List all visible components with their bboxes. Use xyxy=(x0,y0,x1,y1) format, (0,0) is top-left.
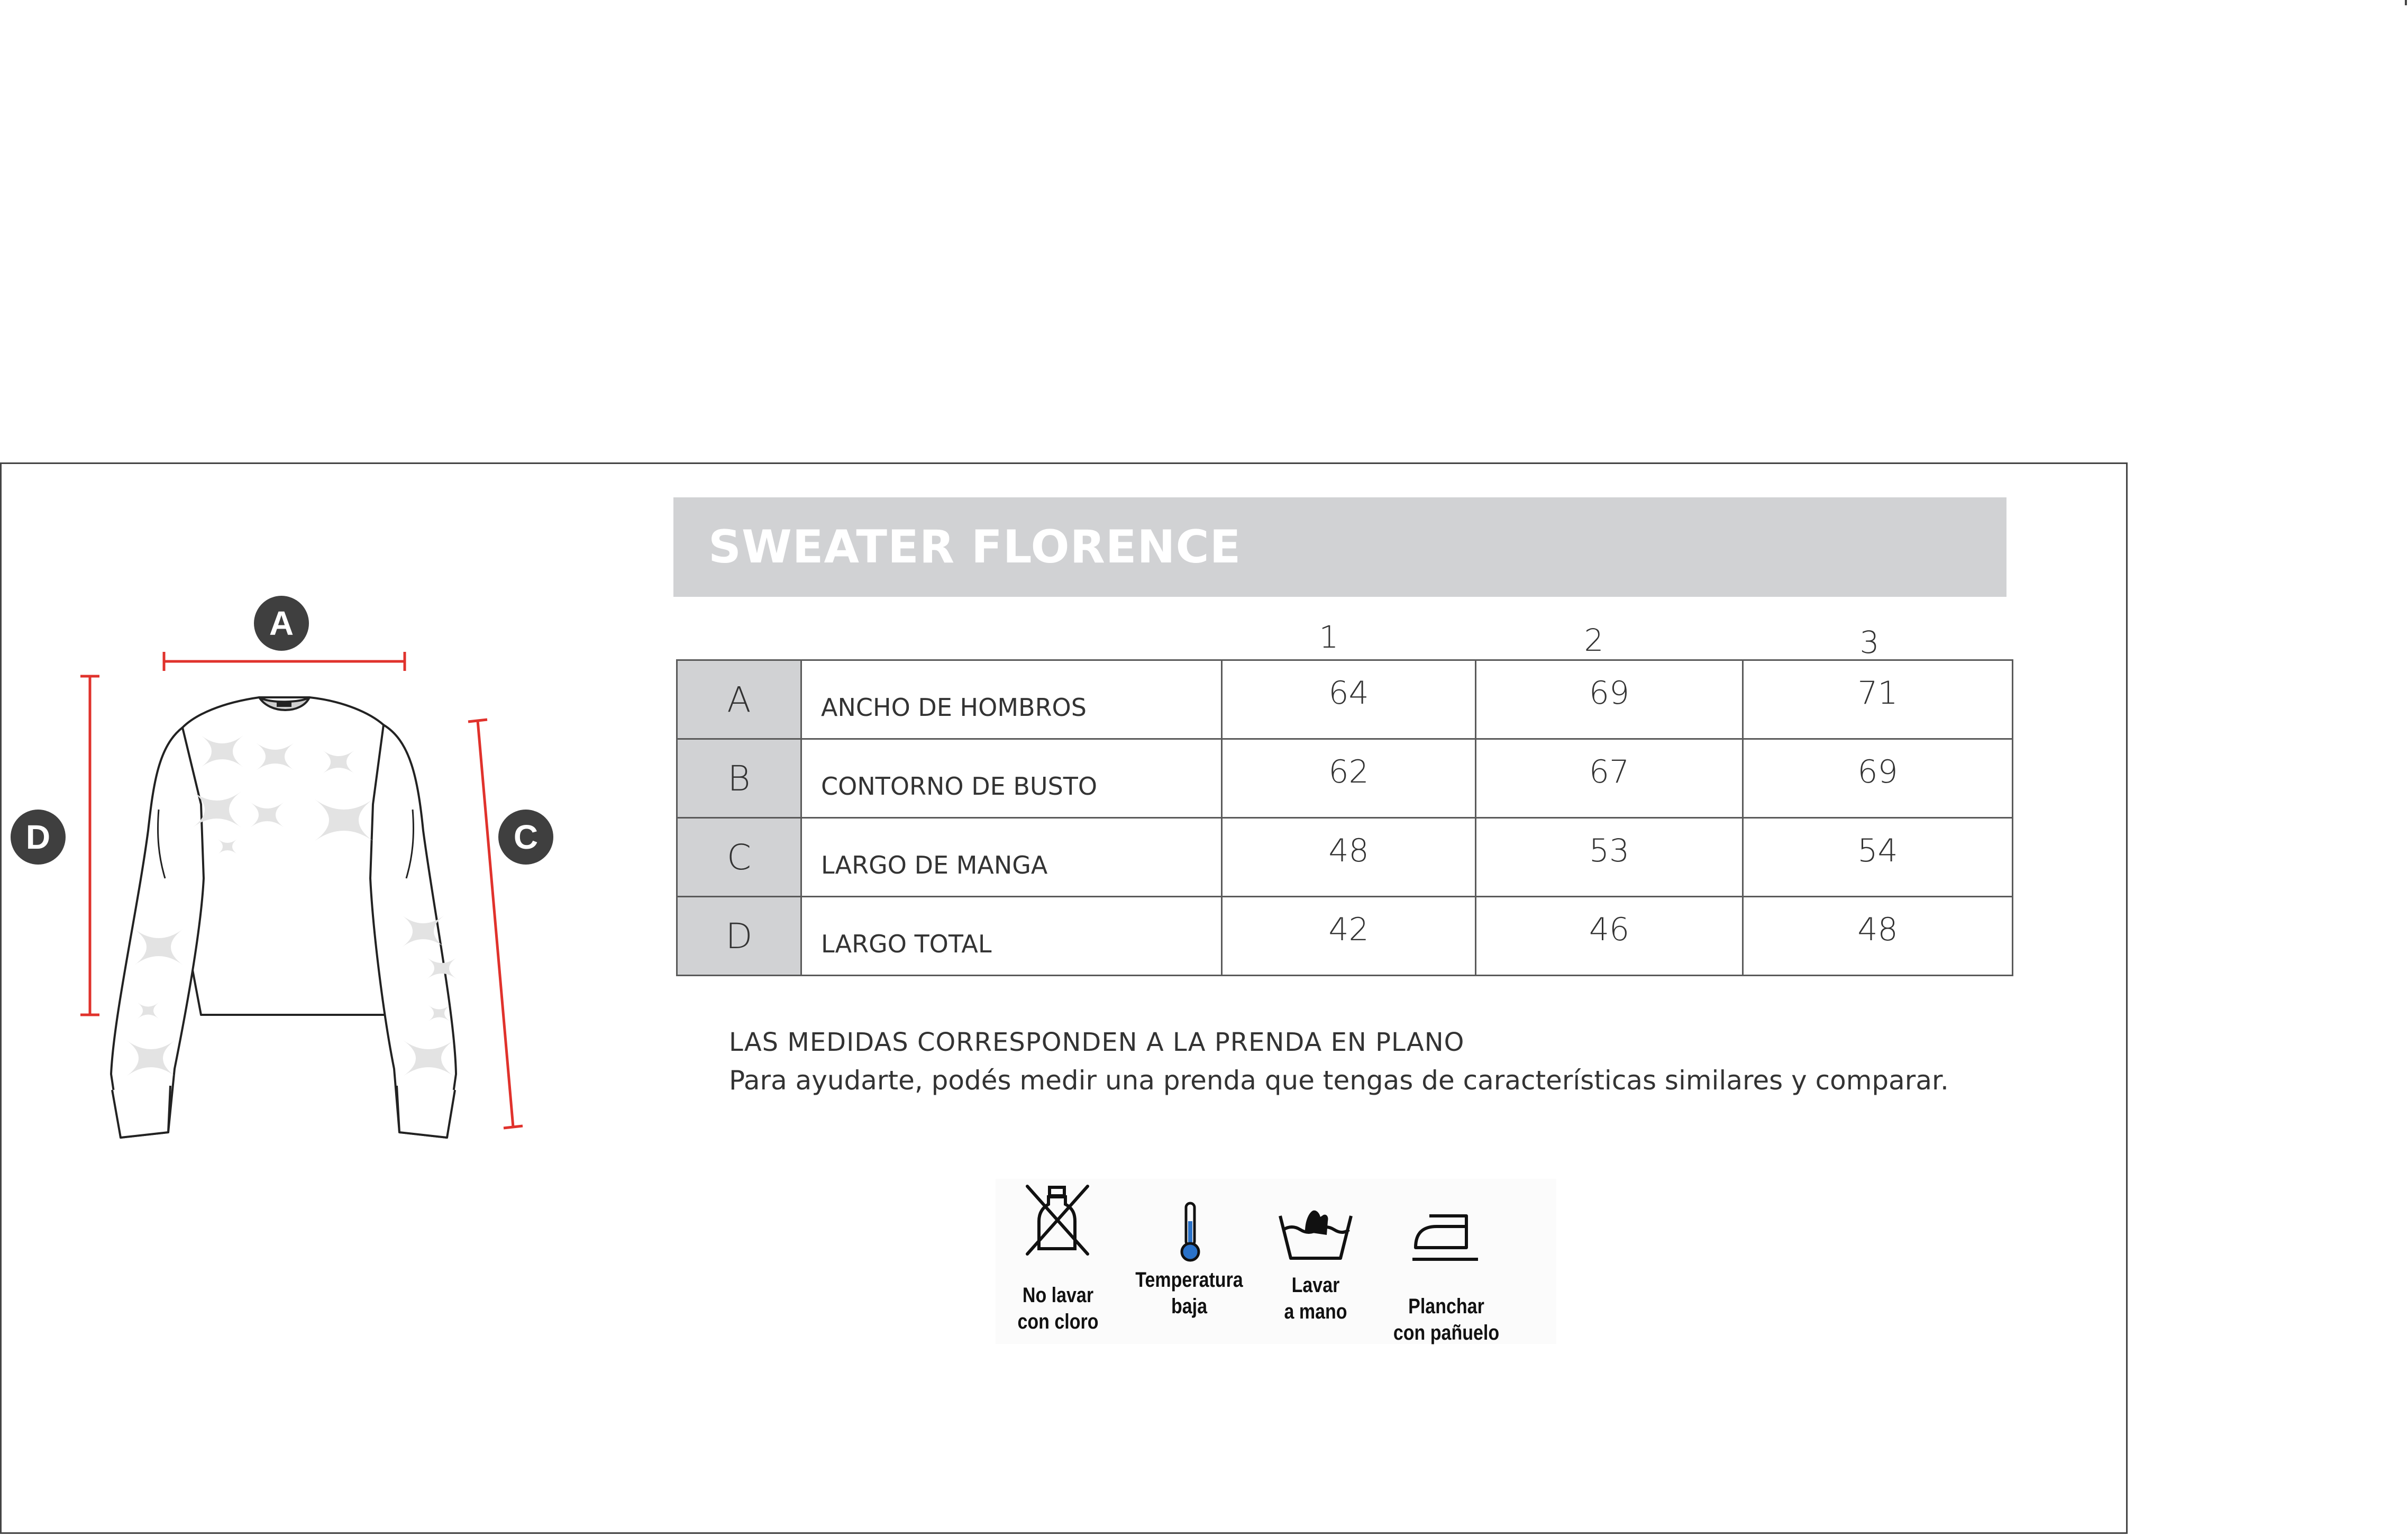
row-value: 71 xyxy=(1743,660,2013,739)
row-key: A xyxy=(677,660,801,739)
row-value: 46 xyxy=(1476,897,1743,976)
row-label: LARGO TOTAL xyxy=(801,897,1222,976)
measure-line-c xyxy=(478,721,513,1127)
note-body: Para ayudarte, podés medir una prenda que tengas de características similares y comparar. xyxy=(729,1065,1949,1096)
table-row xyxy=(677,897,2013,976)
row-value: 53 xyxy=(1476,818,1743,897)
row-key: C xyxy=(677,818,801,897)
row-value: 69 xyxy=(1743,739,2013,818)
row-value: 62 xyxy=(1222,739,1476,818)
badge-d: D xyxy=(11,810,66,865)
row-label: LARGO DE MANGA xyxy=(801,818,1222,897)
table-row xyxy=(677,739,2013,818)
thermometer-icon xyxy=(1174,1200,1206,1264)
row-key: D xyxy=(677,897,801,976)
note-title: LAS MEDIDAS CORRESPONDEN A LA PRENDA EN PLANO xyxy=(729,1028,1465,1057)
row-value: 54 xyxy=(1743,818,2013,897)
title-bar xyxy=(673,497,2006,597)
row-value: 69 xyxy=(1476,660,1743,739)
no-bleach-icon xyxy=(1023,1183,1092,1257)
row-value: 48 xyxy=(1222,818,1476,897)
row-value: 67 xyxy=(1476,739,1743,818)
table-row xyxy=(677,660,2013,739)
row-key: B xyxy=(677,739,801,818)
sweater-illustration xyxy=(0,582,614,1153)
left-sleeve xyxy=(111,728,204,1138)
badge-a: A xyxy=(254,596,309,651)
size-header-1: 1 xyxy=(1319,619,1339,655)
table-row xyxy=(677,818,2013,897)
row-value: 48 xyxy=(1743,897,2013,976)
garment-diagram xyxy=(0,582,614,1153)
badge-c: C xyxy=(498,810,553,865)
row-label: CONTORNO DE BUSTO xyxy=(801,739,1222,818)
measurements-table xyxy=(676,659,2013,976)
row-value: 42 xyxy=(1222,897,1476,976)
iron-icon xyxy=(1408,1211,1482,1269)
page-title: SWEATER FLORENCE xyxy=(708,521,1242,574)
corner-mark xyxy=(2405,0,2407,5)
row-label: ANCHO DE HOMBROS xyxy=(801,660,1222,739)
hand-wash-icon xyxy=(1276,1205,1355,1264)
care-label-iron-with-cloth: Planchar con pañuelo xyxy=(1393,1295,1500,1344)
row-value: 64 xyxy=(1222,660,1476,739)
size-header-2: 2 xyxy=(1584,622,1604,658)
care-label-no-bleach: No lavar con cloro xyxy=(1017,1284,1099,1333)
care-label-hand-wash: Lavar a mano xyxy=(1284,1274,1347,1323)
care-instructions xyxy=(996,1179,1556,1344)
care-label-low-temperature: Temperatura baja xyxy=(1135,1268,1243,1318)
size-header-3: 3 xyxy=(1859,624,1880,660)
